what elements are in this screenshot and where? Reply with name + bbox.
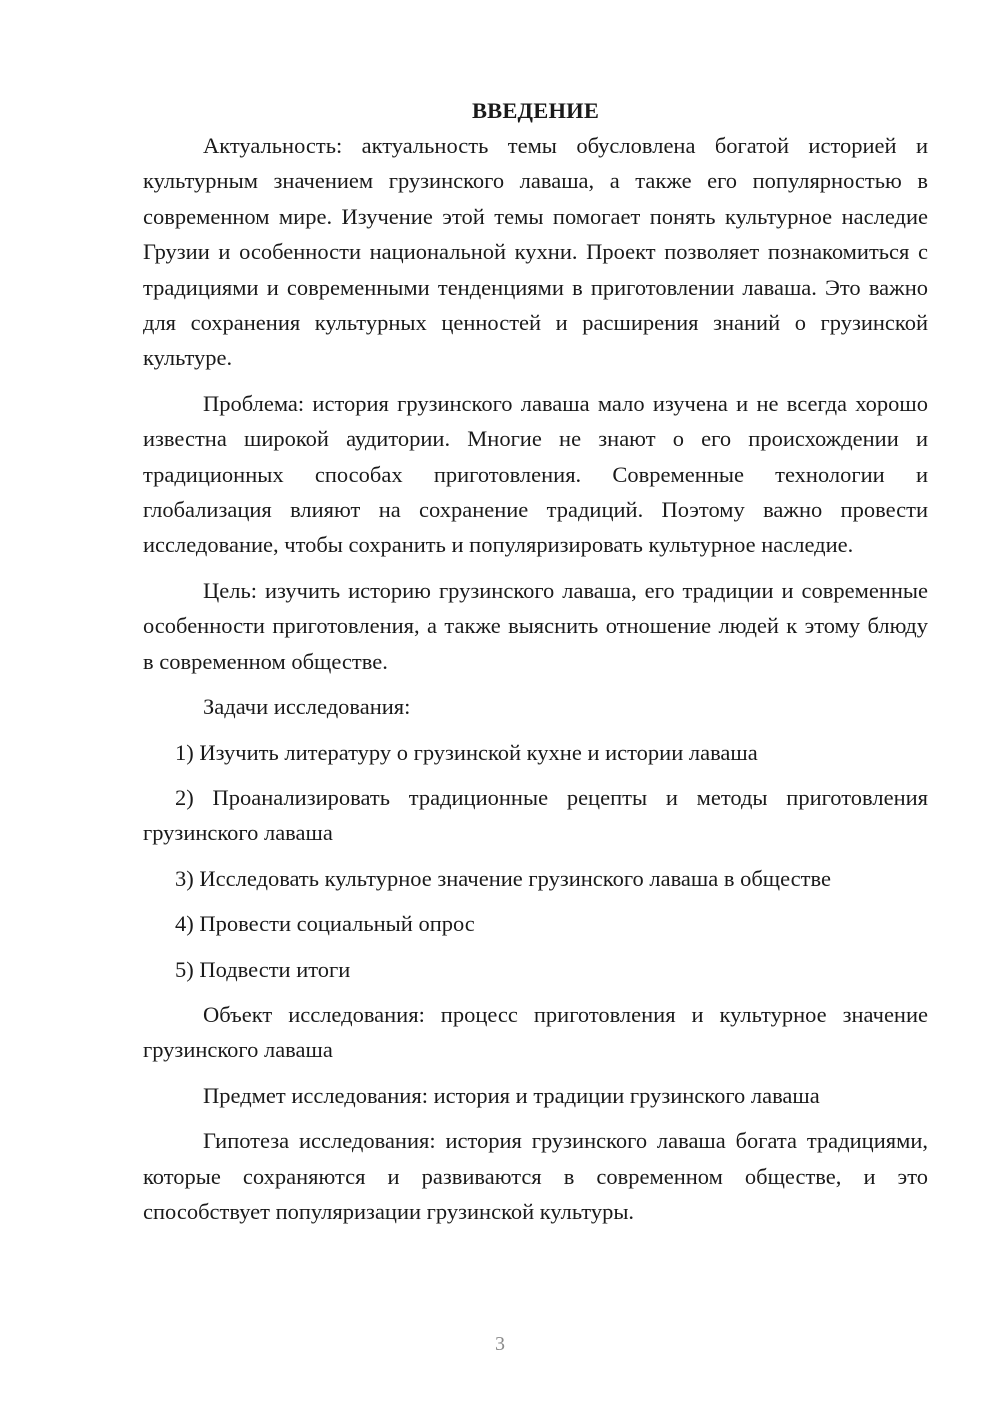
section-heading: ВВЕДЕНИЕ <box>471 98 600 123</box>
subject-paragraph: Предмет исследования: история и традиции грузинского лаваша <box>203 1082 820 1108</box>
task-item-5: 5) Подвести итоги <box>175 956 351 982</box>
page-number: 3 <box>495 1333 505 1355</box>
hypothesis-paragraph: Гипотеза исследования: история грузинского лаваша богата традициями, которые сохраняются и развиваются в современном обществе, и это способствует популяризации грузинской культуры. <box>143 1128 928 1224</box>
task-item-1: 1) Изучить литературу о грузинской кухне и истории лаваша <box>175 739 758 765</box>
task-item-2: 2) Проанализировать традиционные рецепты и методы приготовления грузинского лаваша <box>143 784 928 846</box>
document-page <box>143 93 928 1239</box>
tasks-title: Задачи исследования: <box>203 694 411 720</box>
task-item-4: 4) Провести социальный опрос <box>175 911 475 937</box>
object-paragraph: Объект исследования: процесс приготовления и культурное значение грузинского лаваша <box>143 1001 928 1063</box>
relevance-paragraph: Актуальность: актуальность темы обусловлена богатой историей и культурным значением грузинского лаваша, а также его популярностью в современном мире. Изучение этой темы помогает понять культурное наследие Грузии и особенности национальной кухни. Проект позволяет познакомиться с традициями и современными тенденциями в приготовлении лаваша. Это важно для сохранения культурных ценностей и расширения знаний о грузинской культуре. <box>143 133 928 371</box>
goal-paragraph: Цель: изучить историю грузинского лаваша, его традиции и современные особенности приготовления, а также выяснить отношение людей к этому блюду в современном обществе. <box>143 577 928 674</box>
problem-paragraph: Проблема: история грузинского лаваша мало изучена и не всегда хорошо известна широкой аудитории. Многие не знают о его происхождении и традиционных способах приготовления. Современные технологии и глобализация влияют на сохранение традиций. Поэтому важно провести исследование, чтобы сохранить и популяризировать культурное наследие. <box>143 390 928 558</box>
task-item-3: 3) Исследовать культурное значение грузинского лаваша в обществе <box>175 865 831 891</box>
